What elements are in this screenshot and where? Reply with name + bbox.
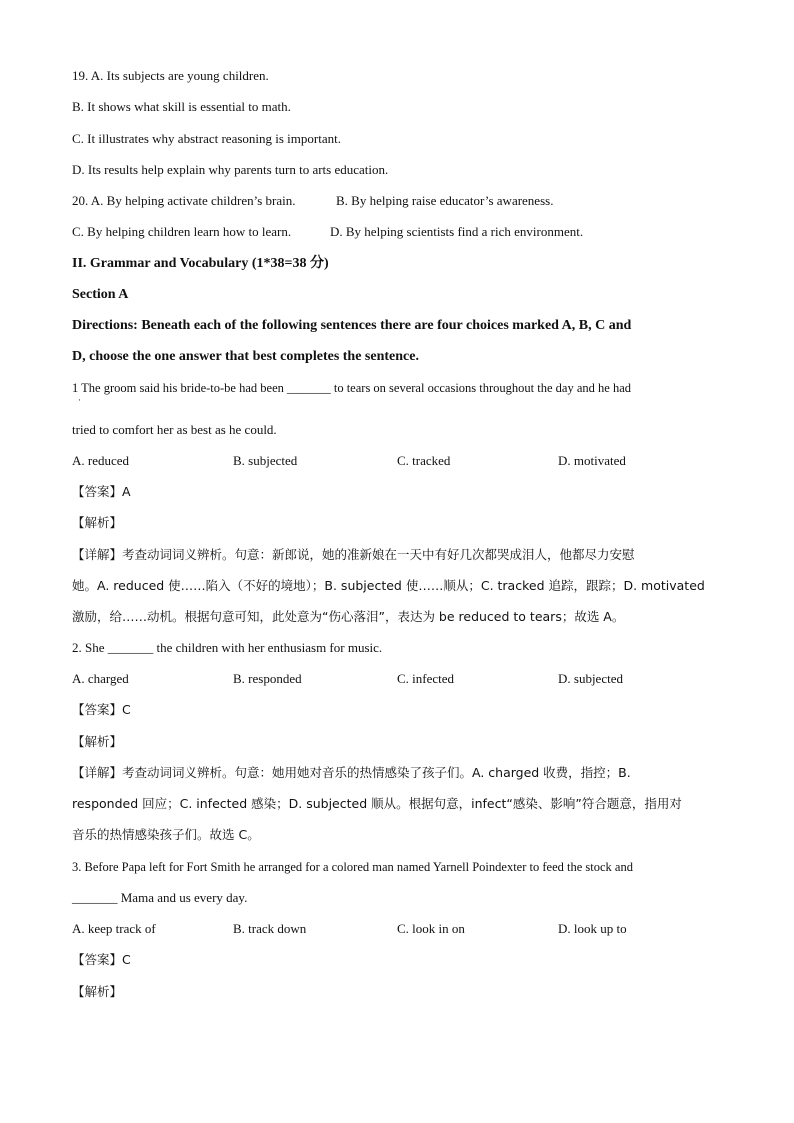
q3-stem-line-1: 3. Before Papa left for Fort Smith he arranged for a colored man named Yarnell Poindexter to feed the stock and	[72, 860, 633, 874]
q20-option-d: D. By helping scientists find a rich environment.	[330, 224, 584, 239]
q2-option-a: A. charged	[72, 671, 129, 686]
q2-analysis-label: 【解析】	[72, 734, 123, 749]
q1-stem-line-2: tried to comfort her as best as he could.	[72, 422, 277, 437]
q20-option-a: 20. A. By helping activate children’s brain.	[72, 193, 296, 208]
q3-option-d: D. look up to	[558, 921, 627, 936]
q20-option-b: B. By helping raise educator’s awareness.	[336, 193, 554, 208]
q2-detail-line-2: responded 回应；C. infected 感染；D. subjected 顺从。根据句意，infect“感染、影响”符合题意，指用对	[72, 796, 682, 811]
q20-option-c: C. By helping children learn how to learn.	[72, 224, 292, 239]
q3-answer: 【答案】C	[72, 952, 131, 967]
q3-option-b: B. track down	[233, 921, 307, 936]
q2-answer: 【答案】C	[72, 702, 131, 717]
q3-analysis-label: 【解析】	[72, 984, 123, 999]
section-title: Section A	[72, 287, 129, 302]
q19-option-c: C. It illustrates why abstract reasoning is important.	[72, 131, 341, 146]
q2-detail-line-1: 【详解】考查动词词义辨析。句意：她用她对音乐的热情感染了孩子们。A. charged 收费，指控；B.	[72, 765, 631, 780]
bullet-dot-icon: ·	[78, 395, 81, 405]
q1-option-b: B. subjected	[233, 453, 298, 468]
directions-line-2: D, choose the one answer that best completes the sentence.	[72, 349, 419, 364]
q1-detail-line-2: 她。A. reduced 使……陷入（不好的境地）；B. subjected 使……顺从；C. tracked 追踪，跟踪；D. motivated	[72, 578, 705, 593]
q1-option-d: D. motivated	[558, 453, 626, 468]
q19-option-b: B. It shows what skill is essential to math.	[72, 99, 291, 114]
q19-option-d: D. Its results help explain why parents turn to arts education.	[72, 162, 389, 177]
q1-analysis-label: 【解析】	[72, 515, 123, 530]
q1-stem-line-1: 1 The groom said his bride-to-be had been _______ to tears on several occasions throughout the day and he had	[72, 381, 631, 395]
q1-option-c: C. tracked	[397, 453, 451, 468]
q2-detail-line-3: 音乐的热情感染孩子们。故选 C。	[72, 827, 260, 842]
q19-option-a: 19. A. Its subjects are young children.	[72, 68, 269, 83]
q1-option-a: A. reduced	[72, 453, 130, 468]
q3-option-a: A. keep track of	[72, 921, 156, 936]
q2-option-b: B. responded	[233, 671, 302, 686]
q1-detail-line-3: 激励，给……动机。根据句意可知，此处意为“伤心落泪”，表达为 be reduced to tears；故选 A。	[72, 609, 625, 624]
directions-line-1: Directions: Beneath each of the following sentences there are four choices marked A, B, C and	[72, 318, 632, 333]
q2-option-d: D. subjected	[558, 671, 623, 686]
q3-option-c: C. look in on	[397, 921, 465, 936]
q2-option-c: C. infected	[397, 671, 455, 686]
q2-stem: 2. She _______ the children with her enthusiasm for music.	[72, 640, 383, 655]
section-heading: II. Grammar and Vocabulary (1*38=38 分)	[72, 256, 329, 271]
q1-detail-line-1: 【详解】考查动词词义辨析。句意：新郎说，她的准新娘在一天中有好几次都哭成泪人，他都尽力安慰	[72, 547, 635, 562]
q3-stem-line-2: _______ Mama and us every day.	[72, 890, 248, 905]
q1-answer: 【答案】A	[72, 484, 131, 499]
